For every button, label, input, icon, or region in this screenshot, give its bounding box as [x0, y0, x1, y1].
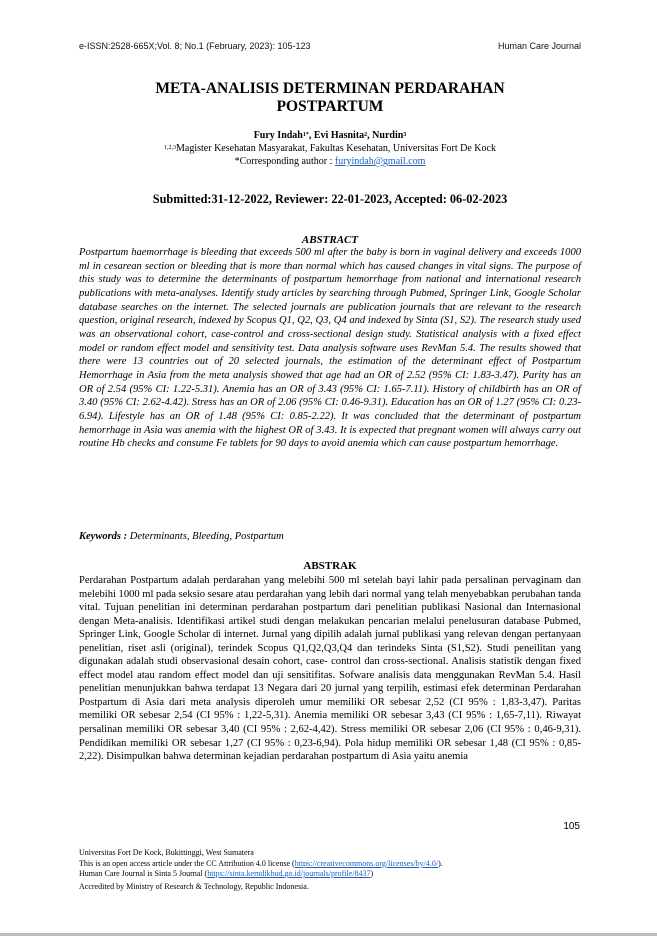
- sinta-profile-link[interactable]: https://sinta.kemdikbud.go.id/journals/profile/8437: [207, 869, 371, 878]
- author-superscript: 1*: [302, 132, 309, 138]
- corresponding-author-label: *Corresponding author :: [234, 156, 335, 167]
- page-number: 105: [563, 821, 580, 832]
- affiliation-text: Magister Kesehatan Masyarakat, Fakultas Kesehatan, Universitas Fort De Kock: [176, 143, 496, 154]
- footer-accreditation: Accredited by Ministry of Research & Technology, Republic Indonesia.: [79, 881, 309, 891]
- footer-license-prefix: This is an open access article under the CC Attribution 4.0 license (: [79, 858, 295, 868]
- author-list: [79, 130, 581, 142]
- keywords: [79, 530, 581, 543]
- affiliation-superscript: 1,2,3: [164, 145, 177, 151]
- footer-sinta: [79, 869, 599, 880]
- corresponding-email-link[interactable]: furyindah@gmail.com: [334, 156, 426, 167]
- author-separator: ,: [308, 130, 314, 141]
- paper-title: [79, 80, 581, 116]
- cc-license-link[interactable]: https://creativecommons.org/licenses/by/4.0/: [294, 858, 439, 868]
- paper-title-line-2: POSTPARTUM: [276, 98, 384, 115]
- keywords-label: Keywords :: [79, 531, 128, 542]
- author-name: Fury Indah: [253, 130, 303, 141]
- abstract-heading: ABSTRACT: [301, 234, 359, 246]
- author-superscript: 2: [364, 132, 368, 138]
- footer-license-suffix: ).: [438, 858, 443, 868]
- abstract-body: Postpartum haemorrhage is bleeding that exceeds 500 ml after the baby is born in vaginal delivery and exceeds 1000 ml in cesarean section or bleeding that is more than normal which has caused changes in vital signs. The purpose of this study was to determine the determinants of postpartum hemorrhage from national and international research publications with meta-analyses. Identify study articles by searching through Pubmed, Springer Link, Google Scholar database searches on the internet. The selected journals are publication journals that are relevant to the research question, original research, indexed by Scopus Q1, Q2, Q3, Q4 and indexed by Sinta (S1, S2). The research study used was an observational cohort, case-control and cross-sectional design study. Statistical analysis with a fixed effect model or random effect model and sensitivity test. Data analysis software uses RevMan 5.4. The results showed that there were 13 countries out of 20 selected journals, the estimation of the determinant effect of Postpartum Hemorrhage in Asia from the meta analysis showed that age had an OR of 2.52 (95% CI: 1.83-3.47). Parity has an OR of 2.54 (95% CI: 1.22-5.31). Anemia has an OR of 3.43 (95% CI: 1.65-7.11). History of childbirth has an OR of 3.40 (95% CI: 2.62-4.42). Stress has an OR of 2.06 (95% CI: 0.46-9.31). Education has an OR of 1.27 (95% CI: 0.23-6.94). Lifestyle has an OR of 1.48 (95% CI: 0.85-2.22). It was concluded that the determinant of postpartum hemorrhage in Asia was anemia with the highest OR of 3.43. It is expected that pregnant women will always carry out routine Hb checks and consume Fe tablets for 90 days to avoid anemia which can cause postpartum hemorrhage.: [79, 247, 581, 450]
- footer-license: [79, 859, 599, 870]
- author-separator: ,: [367, 130, 373, 141]
- footer-institution: Universitas Fort De Kock, Bukittinggi, West Sumatera: [79, 848, 254, 857]
- keywords-text: Determinants, Bleeding, Postpartum: [127, 531, 284, 542]
- abstrak-body: Perdarahan Postpartum adalah perdarahan yang melebihi 500 ml setelah bayi lahir pada persalinan pervaginam dan melebihi 1000 ml pada seksio sesare atau perdarahan yang lebih dari normal yang telah menyebabkan perubahan tanda vital. Tujuan penelitian ini determinan perdarahan postpartum dari penelitian publikasi Nasional dan Internasional dengan Meta-analisis. Identifikasi artikel studi dengan melakukan pencarian melalui penelusuran database Pubmed, Springer Link, Google Scholar di internet. Jurnal yang dipilih adalah jurnal publikasi yang relevan dengan pertanyaan penelitian, riset asli (original), terindek Scopus Q1,Q2,Q3,Q4 dan terindeks Sinta (S1,S2). Studi peneilitan yang digunakan adalah studi observasional desain cohort, case- control dan cross-sectional. Analisis statistik dengan fixed effect model atau random effect model dan uji sensitifitas. Sofware analisis data menggunakan RevMan 5.4. Hasil penelitian menunjukkan bahwa terdapat 13 Negara dari 20 jurnal yang terpilih, estimasi efek determinan Perdarahan Postpartum di Asia dari meta analysis diperoleh umur memiliki OR sebesar 2,52 (CI 95% : 1,83-3,47). Paritas memiliki OR sebesar 2,54 (CI 95% : 1,22-5,31). Anemia memiliki OR sebesar 3,43 (CI 95% : 1,65-7,11). Riwayat persalinan memiliki OR sebesar 3,40 (CI 95% : 2,62-4,42). Stress memiliki OR sebesar 2,06 (CI 95% : 0,46-9,31). Pendidikan memiliki OR sebesar 1,27 (CI 95% : 0,23-6,94). Pola hidup memiliki OR sebesar 1,48 (CI 95% : 0,85-2,22). Disimpulkan bahwa determinan kejadian perdarahan postpartum di Asia yaitu anemia: [79, 575, 581, 763]
- affiliation: [79, 143, 581, 155]
- corresponding-author: [79, 156, 581, 168]
- author-name: Nurdin: [372, 130, 404, 141]
- running-header: [79, 41, 581, 51]
- abstrak-heading: ABSTRAK: [303, 560, 357, 572]
- footer-sinta-prefix: Human Care Journal is Sinta 5 Journal (: [79, 869, 208, 878]
- footer-sinta-suffix: ): [370, 869, 374, 878]
- journal-issn-volume: e-ISSN:2528-665X;Vol. 8; No.1 (February, 2023): 105-123: [79, 41, 311, 51]
- paper-title-line-1: META-ANALISIS DETERMINAN PERDARAHAN: [155, 80, 505, 97]
- journal-name: Human Care Journal: [497, 41, 581, 51]
- author-superscript: 3: [403, 132, 407, 138]
- page-footer: [79, 848, 599, 892]
- submission-dates: Submitted:31-12-2022, Reviewer: 22-01-2023, Accepted: 06-02-2023: [152, 192, 508, 206]
- author-name: Evi Hasnita: [313, 130, 365, 141]
